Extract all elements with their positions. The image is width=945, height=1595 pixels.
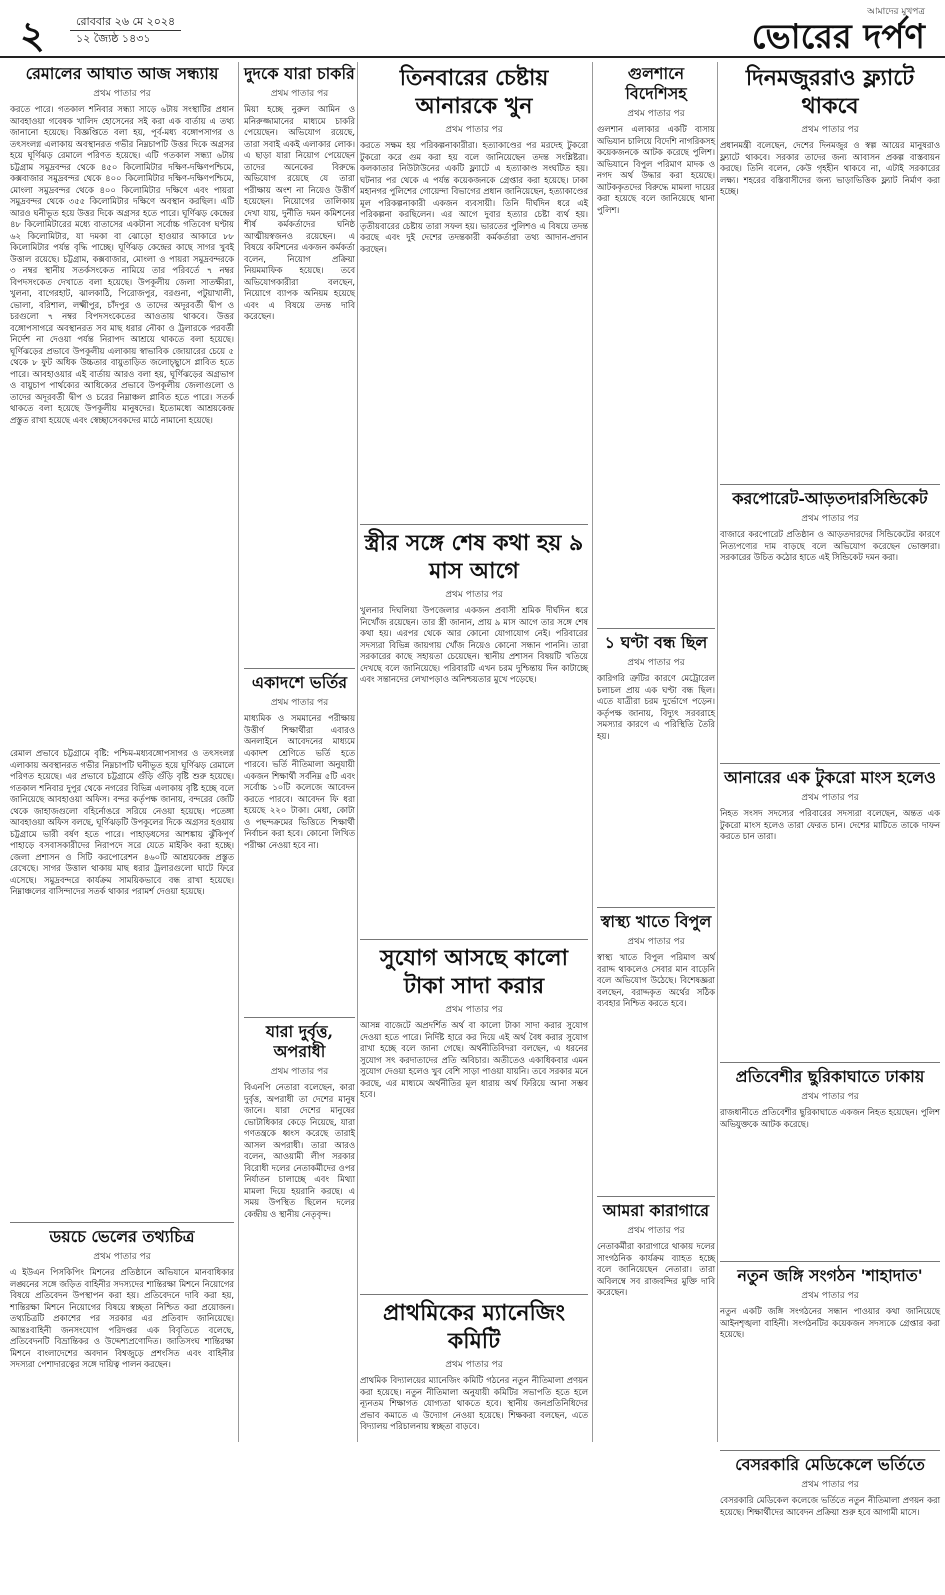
headline-anar-flesh: আনারের এক টুকরো মাংস হলেও	[724, 768, 936, 787]
divider	[720, 763, 940, 764]
headline-remal: রেমালের আঘাত আজ সন্ধ্যায়	[25, 64, 219, 83]
divider	[360, 524, 588, 525]
headline-admission: একাদশে ভর্তির	[251, 673, 348, 692]
divider	[720, 484, 940, 485]
column-5	[720, 62, 940, 1517]
article-body: রেমাল প্রভাবে চট্টগ্রামে বৃষ্টি: পশ্চিম-মধ্যবঙ্গোপসাগর ও তৎসংলগ্ন এলাকায় অবস্থানরত গভীর নিম্নচাপটি ঘনীভূত হয়ে ঘূর্ণিঝড় রেমালে পরিণত হয়েছে। এর প্রভাবে চট্টগ্রামে গুঁড়ি গুঁড়ি বৃষ্টি শুরু হয়েছে। গতকাল শনিবার দুপুর থেকে নগরের বিভিন্ন এলাকায় বৃষ্টি হচ্ছে বলে জানিয়েছে আবহাওয়া অফিস। বন্দর কর্তৃপক্ষ জানায়, বন্দরের জেটি থেকে জাহাজগুলো বহির্নোঙরে সরিয়ে নেওয়া হয়েছে। পতেঙ্গা আবহাওয়া অফিস বলছে, ঘূর্ণিঝড়টি উপকূলের দিকে অগ্রসর হওয়ায় চট্টগ্রামে ভারী বর্ষণ হতে পারে। পাহাড়ধসের আশঙ্কায় ঝুঁকিপূর্ণ পাহাড়ে বসবাসকারীদের নিরাপদে সরে যেতে মাইকিং করা হচ্ছে। জেলা প্রশাসন ও সিটি করপোরেশন ৪৬০টি আশ্রয়কেন্দ্র প্রস্তুত রেখেছে। সাগর উত্তাল থাকায় মাছ ধরার ট্রলারগুলো ঘাটে ফিরে এসেছে। সমুদ্রবন্দরে কার্যক্রম সাময়িকভাবে বন্ধ রাখা হয়েছে। নিম্নাঞ্চলের বাসিন্দাদের সতর্ক থাকার পরামর্শ দেওয়া হয়েছে।	[10, 748, 234, 896]
column-3	[360, 62, 588, 1442]
brand-tagline: আমাদের মুখপত্র	[867, 7, 925, 17]
divider	[360, 939, 588, 940]
article-body: আসন্ন বাজেটে অপ্রদর্শিত অর্থ বা কালো টাকা সাদা করার সুযোগ দেওয়া হতে পারে। নির্দিষ্ট হারে কর দিয়ে এই অর্থ বৈধ করার সুযোগ রাখা হচ্ছে বলে জানা গেছে। অর্থনীতিবিদরা বলছেন, এ ধরনের সুযোগ সৎ করদাতাদের প্রতি অবিচার। অতীতেও একাধিকবার এমন সুযোগ দেওয়া হলেও খুব বেশি সাড়া পাওয়া যায়নি। তবে সরকার মনে করছে, এর মাধ্যমে অর্থনীতির মূল ধারায় অর্থ ফিরিয়ে আনা সম্ভব হবে।	[360, 1020, 588, 1099]
byline: প্রথম পাতার পর	[627, 109, 685, 119]
headline-health: স্বাস্থ্য খাতে বিপুল	[600, 912, 712, 931]
divider	[720, 1450, 940, 1451]
byline: প্রথম পাতার পর	[801, 125, 859, 135]
byline: প্রথম পাতার পর	[801, 1092, 859, 1102]
article-body: খুলনার দিঘলিয়া উপজেলার একজন প্রবাসী শ্রমিক দীর্ঘদিন ধরে নিখোঁজ রয়েছেন। তার স্ত্রী জানান, প্রায় ৯ মাস আগে তার সঙ্গে শেষ কথা হয়। এরপর থেকে আর কোনো যোগাযোগ নেই। পরিবারের সদস্যরা বিভিন্ন জায়গায় খোঁজ নিয়েও কোনো সন্ধান পাননি। তারা সরকারের কাছে সহায়তা চেয়েছেন। স্থানীয় প্রশাসন বিষয়টি খতিয়ে দেখছে বলে জানিয়েছে। পরিবারটি এখন চরম দুশ্চিন্তায় দিন কাটাচ্ছে এবং সন্তানদের লেখাপড়াও অনিশ্চয়তার মুখে পড়েছে।	[360, 605, 588, 684]
byline: প্রথম পাতার পর	[627, 937, 685, 947]
article-body: নেতাকর্মীরা কারাগারে থাকায় দলের সাংগঠনিক কার্যক্রম ব্যাহত হচ্ছে বলে জানিয়েছেন নেতারা। তারা অবিলম্বে সব রাজবন্দির মুক্তি দাবি করেছেন।	[597, 1241, 715, 1297]
headline-black-money: সুযোগ আসছে কালো টাকা সাদা করার	[380, 945, 568, 999]
headline-militant: নতুন জঙ্গি সংগঠন 'শাহাদাত'	[737, 1266, 923, 1285]
byline: প্রথম পাতার পর	[801, 514, 859, 524]
divider	[244, 668, 355, 669]
byline: প্রথম পাতার পর	[445, 125, 503, 135]
masthead	[0, 0, 945, 58]
byline: প্রথম পাতার পর	[93, 89, 151, 99]
headline-flat: দিনমজুররাও ফ্ল্যাটে থাকবে	[745, 65, 915, 119]
byline: প্রথম পাতার পর	[93, 1252, 151, 1262]
column-1	[10, 62, 234, 1442]
article-body: নিহত সংসদ সদস্যের পরিবারের সদস্যরা বলেছেন, অন্তত এক টুকরো মাংস হলেও তারা ফেরত চান। দেশের মাটিতে তাকে দাফন করতে চান তারা।	[720, 808, 940, 841]
divider	[597, 628, 715, 629]
article-body: মিয়া হচ্ছে নুরুল আমিন ও মনিরুজ্জামানের মাধ্যমে চাকরি পেয়েছেন। অভিযোগ রয়েছে, তারা সবাই একই এলাকার লোক। এ ছাড়া যারা নিয়োগ পেয়েছেন তাদের অনেকের বিরুদ্ধে অভিযোগ রয়েছে যে তারা পরীক্ষায় অংশ না নিয়েও উত্তীর্ণ হয়েছেন। নিয়োগের তালিকায় দেখা যায়, দুর্নীতি দমন কমিশনের শীর্ষ কর্মকর্তাদের ঘনিষ্ঠ আত্মীয়স্বজনও রয়েছেন। এ বিষয়ে কমিশনের একজন কর্মকর্তা বলেন, নিয়োগ প্রক্রিয়া নিয়মমাফিক হয়েছে। তবে অভিযোগকারীরা বলছেন, নিয়োগে ব্যাপক অনিয়ম হয়েছে এবং এ বিষয়ে তদন্ত দাবি করেছেন।	[244, 104, 355, 321]
divider	[597, 1196, 715, 1197]
byline: প্রথম পাতার পর	[270, 1067, 329, 1077]
byline: প্রথম পাতার পর	[270, 89, 329, 99]
byline: প্রথম পাতার পর	[270, 698, 329, 708]
column-2	[244, 62, 355, 1442]
article-body: এ ইউএন পিসকিপিং মিশনের প্রতিষ্ঠানে অভিযানে মানবাধিকার লঙ্ঘনের সঙ্গে জড়িত বাহিনীর সদস্যদের শান্তিরক্ষা মিশনে নিয়োগের বিষয়ে প্রতিবেদন উপস্থাপন করা হয়। প্রতিবেদনে দাবি করা হয়, শান্তিরক্ষা মিশনে নিয়োগের বিষয়ে স্বচ্ছতা নিশ্চিত করা প্রয়োজন। তথ্যচিত্রটি প্রকাশের পর সরকার এর প্রতিবাদ জানিয়েছে। আন্তঃবাহিনী জনসংযোগ পরিদপ্তর এক বিবৃতিতে বলেছে, প্রতিবেদনটি বিভ্রান্তিকর ও উদ্দেশ্যপ্রণোদিত। জাতিসংঘ শান্তিরক্ষা মিশনে বাংলাদেশের অবদান বিশ্বজুড়ে প্রশংসিত এবং বাহিনীর সদস্যরা পেশাদারত্বের সঙ্গে দায়িত্ব পালন করছেন।	[10, 1267, 234, 1369]
article-body: বেসরকারি মেডিকেল কলেজে ভর্তিতে নতুন নীতিমালা প্রণয়ন করা হয়েছে। শিক্ষার্থীদের আবেদন প্রক্রিয়া শুরু হবে আগামী মাসে।	[720, 1495, 940, 1517]
article-body: বিএনপি নেতারা বলেছেন, কারা দুর্বৃত্ত, অপরাধী তা দেশের মানুষ জানে। যারা দেশের মানুষের ভোটাধিকার কেড়ে নিয়েছে, যারা গণতন্ত্রকে ধ্বংস করেছে তারাই আসল অপরাধী। তারা আরও বলেন, আওয়ামী লীগ সরকার বিরোধী দলের নেতাকর্মীদের ওপর নির্যাতন চালাচ্ছে এবং মিথ্যা মামলা দিয়ে হয়রানি করছে। এ সময় উপস্থিত ছিলেন দলের কেন্দ্রীয় ও স্থানীয় নেতৃবৃন্দ।	[244, 1082, 355, 1219]
column-4	[597, 62, 715, 1442]
headline-gulshan: গুলশানে বিদেশিসহ	[625, 64, 687, 103]
divider	[597, 907, 715, 908]
column-divider	[717, 62, 718, 1442]
byline: প্রথম পাতার পর	[445, 1005, 503, 1015]
byline: প্রথম পাতার পর	[627, 658, 685, 668]
column-divider	[238, 62, 239, 1442]
article-body: রাজধানীতে প্রতিবেশীর ছুরিকাঘাতে একজন নিহত হয়েছেন। পুলিশ অভিযুক্তকে আটক করেছে।	[720, 1107, 940, 1129]
article-body: গুলশান এলাকার একটি বাসায় অভিযান চালিয়ে বিদেশি নাগরিকসহ কয়েকজনকে আটক করেছে পুলিশ। অভিযানে বিপুল পরিমাণ মাদক ও নগদ অর্থ উদ্ধার করা হয়েছে। আটককৃতদের বিরুদ্ধে মামলা দায়ের করা হয়েছে বলে জানিয়েছে থানা পুলিশ।	[597, 124, 715, 215]
divider	[360, 1294, 588, 1295]
brand-name: ভোরের দর্পণ	[751, 17, 925, 57]
column-divider	[592, 62, 593, 1442]
headline-anar: তিনবারের চেষ্টায় আনারকে খুন	[399, 65, 549, 119]
column-divider	[357, 62, 358, 1442]
article-body: স্বাস্থ্য খাতে বিপুল পরিমাণ অর্থ বরাদ্দ থাকলেও সেবার মান বাড়েনি বলে অভিযোগ উঠেছে। বিশেষজ্ঞরা বলছেন, বরাদ্দকৃত অর্থের সঠিক ব্যবহার নিশ্চিত করতে হবে।	[597, 952, 715, 1008]
divider	[244, 1017, 355, 1018]
divider	[720, 1261, 940, 1262]
article-body: করতে পারে। গতকাল শনিবার সন্ধ্যা সাড়ে ৬টায় সংস্থাটির প্রধান আবহাওয়া গবেষক খালিদ হোসেনের সই করা এক বার্তায় এ তথ্য জানানো হয়েছে। বিজ্ঞপ্তিতে বলা হয়, পূর্ব-মধ্য বঙ্গোপসাগর ও তৎসংলগ্ন এলাকায় অবস্থানরত গভীর নিম্নচাপটি উত্তর দিকে অগ্রসর হয়ে ঘূর্ণিঝড় রেমালে পরিণত হয়েছে। এটি গতকাল সন্ধ্যা ৬টায় চট্টগ্রাম সমুদ্রবন্দর থেকে ৪৫০ কিলোমিটার দক্ষিণ-দক্ষিণপশ্চিমে, কক্সবাজার সমুদ্রবন্দর থেকে ৪০০ কিলোমিটার দক্ষিণ-দক্ষিণপশ্চিমে, মোংলা সমুদ্রবন্দর থেকে ৪০০ কিলোমিটার দক্ষিণে এবং পায়রা সমুদ্রবন্দর থেকে ৩৫৫ কিলোমিটার দক্ষিণে অবস্থান করছিল। এটি আরও ঘনীভূত হয়ে উত্তর দিকে অগ্রসর হতে পারে। ঘূর্ণিঝড় কেন্দ্রের ৪৮ কিলোমিটারের মধ্যে বাতাসের একটানা সর্বোচ্চ গতিবেগ ঘণ্টায় ৬২ কিলোমিটার, যা দমকা বা ঝোড়ো হাওয়ার আকারে ৮৮ কিলোমিটার পর্যন্ত বৃদ্ধি পাচ্ছে। ঘূর্ণিঝড় কেন্দ্রের কাছে সাগর খুবই উত্তাল রয়েছে। চট্টগ্রাম, কক্সবাজার, মোংলা ও পায়রা সমুদ্রবন্দরকে ৩ নম্বর স্থানীয় সতর্কসংকেত নামিয়ে তার পরিবর্তে ৭ নম্বর বিপদসংকেত দেখাতে বলা হয়েছে। উপকূলীয় জেলা সাতক্ষীরা, খুলনা, বাগেরহাট, ঝালকাঠি, পিরোজপুর, বরগুনা, পটুয়াখালী, ভোলা, বরিশাল, লক্ষ্মীপুর, চাঁদপুর ও তাদের অদূরবর্তী দ্বীপ ও চরগুলো ৭ নম্বর বিপদসংকেতের আওতায় থাকবে। উত্তর বঙ্গোপসাগরে অবস্থানরত সব মাছ ধরার নৌকা ও ট্রলারকে পরবর্তী নির্দেশ না দেওয়া পর্যন্ত নিরাপদ আশ্রয়ে থাকতে বলা হয়েছে। ঘূর্ণিঝড়ের প্রভাবে উপকূলীয় এলাকায় স্বাভাবিক জোয়ারের চেয়ে ৫ থেকে ৮ ফুট অধিক উচ্চতার বায়ুতাড়িত জলোচ্ছ্বাসে প্লাবিত হতে পারে। আবহাওয়ার এই বার্তায় আরও বলা হয়, ঘূর্ণিঝড়ের অগ্রভাগ ও বায়ুচাপ পার্থক্যের আধিক্যের প্রভাবে উপকূলীয় জেলাগুলো ও তাদের অদূরবর্তী দ্বীপ ও চরের নিম্নাঞ্চল প্লাবিত হতে পারে। সতর্ক থাকতে বলা হয়েছে উপকূলীয় মানুষদের। ইতোমধ্যে আশ্রয়কেন্দ্র প্রস্তুত রাখা হয়েছে এবং স্বেচ্ছাসেবকদের মাঠে নামানো হয়েছে।	[10, 104, 234, 425]
article-body: মাধ্যমিক ও সমমানের পরীক্ষায় উত্তীর্ণ শিক্ষার্থীরা এবারও অনলাইনে আবেদনের মাধ্যমে একাদশ শ্রেণিতে ভর্তি হতে পারবে। ভর্তি নীতিমালা অনুযায়ী একজন শিক্ষার্থী সর্বনিম্ন ৫টি এবং সর্বোচ্চ ১০টি কলেজে আবেদন করতে পারবে। আবেদন ফি ধরা হয়েছে ২২০ টাকা। মেধা, কোটা ও পছন্দক্রমের ভিত্তিতে শিক্ষার্থী নির্বাচন করা হবে। কোনো লিখিত পরীক্ষা নেওয়া হবে না।	[244, 713, 355, 850]
byline: প্রথম পাতার পর	[445, 1360, 503, 1370]
divider	[720, 1062, 940, 1063]
headline-wife: স্ত্রীর সঙ্গে শেষ কথা হয় ৯ মাস আগে	[364, 530, 584, 584]
headline-syndicate: করপোরেট-আড়তদারসিন্ডিকেট	[732, 489, 928, 508]
headline-dw: ডয়চে ভেলের তথ্যচিত্র	[49, 1227, 195, 1246]
article-body: কারিগরি ত্রুটির কারণে মেট্রোরেল চলাচল প্রায় এক ঘণ্টা বন্ধ ছিল। এতে যাত্রীরা চরম দুর্ভোগে পড়েন। কর্তৃপক্ষ জানায়, বিদ্যুৎ সরবরাহে সমস্যার কারণে এ পরিস্থিতি তৈরি হয়।	[597, 673, 715, 741]
divider	[10, 1222, 234, 1223]
date-gregorian: রোববার ২৬ মে ২০২৪	[70, 14, 181, 31]
headline-metro: ১ ঘণ্টা বন্ধ ছিল	[604, 633, 708, 652]
byline: প্রথম পাতার পর	[801, 793, 859, 803]
article-body: বাজারে করপোরেট প্রতিষ্ঠান ও আড়তদারদের সিন্ডিকেটের কারণে নিত্যপণ্যের দাম বাড়ছে বলে অভিযোগ করেছেন ভোক্তারা। সরকারের উচিত কঠোর হাতে এই সিন্ডিকেট দমন করা।	[720, 529, 940, 562]
headline-prison: আমরা কারাগারে	[602, 1201, 710, 1220]
article-body: করতে সক্ষম হয় পরিকল্পনাকারীরা। হত্যাকাণ্ডের পর মরদেহ টুকরো টুকরো করে গুম করা হয় বলে জানিয়েছেন তদন্ত সংশ্লিষ্টরা। কলকাতার নিউটাউনের একটি ফ্ল্যাটে এ হত্যাকাণ্ড সংঘটিত হয়। ঘটনার পর থেকে এ পর্যন্ত কয়েকজনকে গ্রেপ্তার করা হয়েছে। ঢাকা মহানগর পুলিশের গোয়েন্দা বিভাগের প্রধান জানিয়েছেন, হত্যাকাণ্ডের মূল পরিকল্পনাকারী একজন ব্যবসায়ী। তিনি দীর্ঘদিন ধরে এই পরিকল্পনা করছিলেন। এর আগে দুবার হত্যার চেষ্টা ব্যর্থ হয়। তৃতীয়বারের চেষ্টায় তারা সফল হয়। ভারতের পুলিশও এ বিষয়ে তদন্ত করছে এবং দুই দেশের তদন্তকারী কর্মকর্তারা তথ্য আদান-প্রদান করছেন।	[360, 140, 588, 254]
article-body: প্রধানমন্ত্রী বলেছেন, দেশের দিনমজুর ও স্বল্প আয়ের মানুষরাও ফ্ল্যাটে থাকবে। সরকার তাদের জন্য আবাসন প্রকল্প বাস্তবায়ন করছে। তিনি বলেন, কেউ গৃহহীন থাকবে না, এটাই সরকারের লক্ষ্য। শহরের বস্তিবাসীদের জন্য ভাড়াভিত্তিক ফ্ল্যাট নির্মাণ করা হচ্ছে।	[720, 140, 940, 196]
headline-dudok: দুদকে যারা চাকরি	[244, 64, 355, 83]
newspaper-brand	[752, 4, 925, 55]
article-body: প্রাথমিক বিদ্যালয়ের ম্যানেজিং কমিটি গঠনের নতুন নীতিমালা প্রণয়ন করা হয়েছে। নতুন নীতিমালা অনুযায়ী কমিটির সভাপতি হতে হলে ন্যূনতম শিক্ষাগত যোগ্যতা থাকতে হবে। স্থানীয় জনপ্রতিনিধিদের প্রভাব কমাতে এ উদ্যোগ নেওয়া হয়েছে। শিক্ষকরা বলছেন, এতে বিদ্যালয় পরিচালনায় স্বচ্ছতা বাড়বে।	[360, 1375, 588, 1431]
byline: প্রথম পাতার পর	[627, 1226, 685, 1236]
byline: প্রথম পাতার পর	[801, 1480, 859, 1490]
headline-criminals: যারা দুর্বৃত্ত, অপরাধী	[265, 1022, 334, 1061]
article-body: নতুন একটি জঙ্গি সংগঠনের সন্ধান পাওয়ার কথা জানিয়েছে আইনশৃঙ্খলা বাহিনী। সংগঠনটির কয়েকজন সদস্যকে গ্রেপ্তার করা হয়েছে।	[720, 1306, 940, 1339]
byline: প্রথম পাতার পর	[445, 590, 503, 600]
headline-primary: প্রাথমিকের ম্যানেজিং কমিটি	[383, 1300, 565, 1354]
date-bangla: ১২ জ্যৈষ্ঠ ১৪৩১	[76, 32, 151, 45]
issue-date	[70, 14, 181, 47]
headline-neighbor: প্রতিবেশীর ছুরিকাঘাতে ঢাকায়	[735, 1067, 925, 1086]
headline-medical: বেসরকারি মেডিকেলে ভর্তিতে	[735, 1455, 925, 1474]
byline: প্রথম পাতার পর	[801, 1291, 859, 1301]
page-number: ২	[20, 12, 45, 57]
